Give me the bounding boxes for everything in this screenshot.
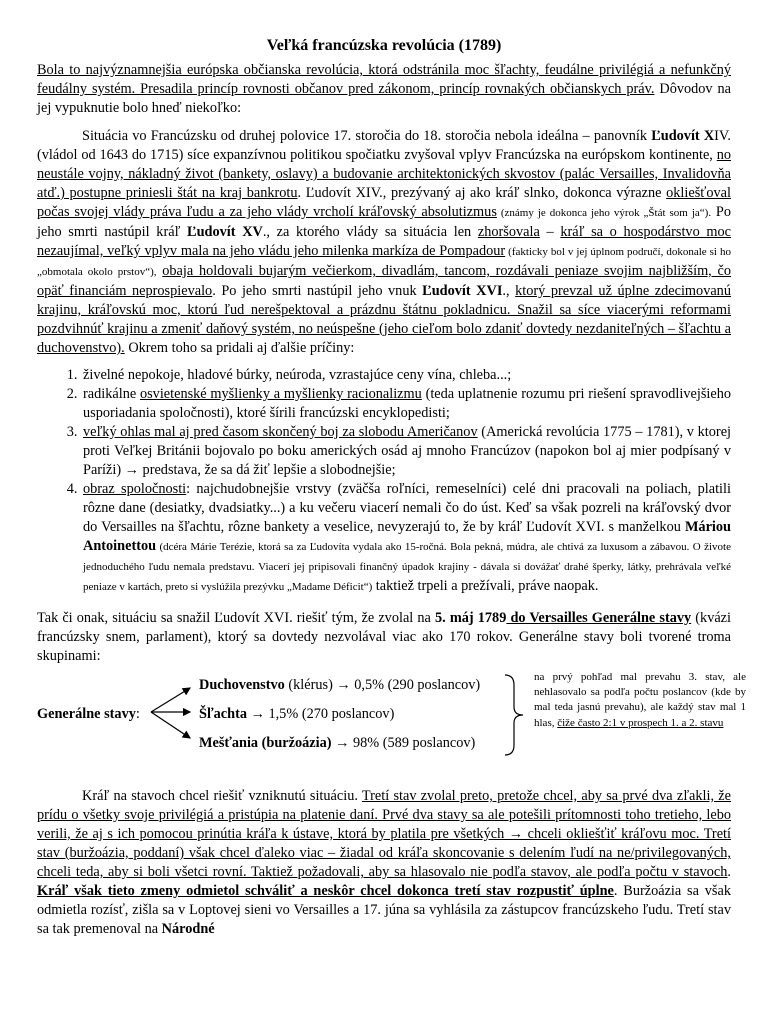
estates-diagram: [37, 670, 746, 765]
estate-nobility: [199, 705, 394, 724]
estate-name: Šľachta: [199, 706, 248, 722]
text: živelné nepokoje, hladové búrky, neúroda, vzrastajúce ceny vína, chleba...;: [83, 367, 512, 383]
king-louis-xvi: Ľudovít XVI: [422, 283, 503, 299]
text: (kvázi francúzsky snem, parlament), ktorý sa dovtedy nezvolával viac ako 170 rokov. Generálne stavy boli tvorené troma skupinami:: [37, 610, 732, 664]
intro-paragraph: [37, 61, 731, 118]
estates-label-colon: :: [135, 706, 140, 722]
text-small: (dcéra Márie Terézie, ktorá sa za Ľudovíta vydala ako 15-ročná. Bola pekná, múdra, ale chtivá za luxusom a zábavou. O živote jednoduchého ľudu nemala predstavu. Viacerí jej pripisovali finančný úpadok krajiny - dávala si dovážať drahé šperky, látky, prehrávala veľké peniaze v kartách, preto si vyslúžila prezývku „Madame Déficit“): [83, 541, 731, 593]
text-small: (fakticky bol v jej úplnom područí, dokonale si ho „obmotala okolo prstov“),: [37, 246, 731, 278]
text-underlined: no neustále vojny, nákladný život (bankety, oslavy) a budovanie architektonických skvostov (palác Versailles, Invalidovňa atď.) postupne priniesli štát na kraj bankrotu: [37, 147, 731, 201]
intro-rest: Dôvodov na jej vypuknutie bolo hneď niekoľko:: [37, 81, 731, 116]
text-underlined: osvietenské myšlienky a myšlienky racionalizmu: [139, 386, 422, 402]
branch-arrows-icon: [145, 678, 203, 748]
text: Kráľ na stavoch chcel riešiť vzniknutú situáciu.: [82, 788, 362, 804]
estate-share: → 98% (589 poslancov): [331, 735, 476, 751]
text: ., za ktorého vlády sa situácia len: [262, 224, 478, 240]
king-louis-xiv: Ľudovít X: [651, 128, 715, 144]
situation-paragraph: [37, 127, 731, 358]
text-bold-underlined: do Versailles Generálne stavy: [506, 610, 692, 626]
estate-clergy: [199, 676, 480, 695]
text: .: [727, 864, 731, 880]
text-underlined: kráľ sa o hospodárstvo moc nezaujímal, veľký vplyv mala na jeho vládu jeho milenka markíza de Pompadour: [37, 224, 732, 259]
text-underlined: ktorý prevzal už úplne zdecimovanú krajinu, kráľovskú moc, ktorú ľud nerešpektoval a prázdnu štátnu pokladnicu. Snažil sa síce viacerými reformami pozdvihnúť krajinu a zmeniť daňový systém, no neúspešne (jeho cieľom bolo zdaniť dovtedy nezdaniteľných – šľachtu a duchovenstvo).: [37, 283, 731, 356]
text-underlined: čiže často 2:1 v prospech 1. a 2. stavu: [557, 716, 724, 729]
text: Okrem toho sa pridali aj ďalšie príčiny:: [124, 340, 355, 356]
text: taktiež trpeli a prežívali, práve naopak.: [372, 578, 599, 594]
intro-underlined: Bola to najvýznamnejšia európska občianska revolúcia, ktorá odstránila moc šľachty, feudálne privilégiá a nefunkčný feudálny systém. Presadila princíp rovnosti občanov pred zákonom, princíp rovnakých občianskych práv.: [37, 62, 731, 97]
king-response-paragraph: [37, 787, 731, 939]
estate-name: Mešťania (buržoázia): [199, 735, 332, 751]
text-underlined: veľký ohlas mal aj pred časom skončený boj za slobodu Američanov: [83, 424, 478, 440]
estates-general-paragraph: [37, 609, 731, 666]
text: (teda uplatnenie rozumu pri riešení spravodlivejšieho usporiadania spoločnosti), ktoré šírili francúzski encyklopedisti;: [83, 386, 732, 421]
estate-name: Duchovenstvo: [199, 677, 285, 693]
text: . Po jeho smrti nastúpil jeho vnuk: [212, 283, 423, 299]
causes-list: [81, 366, 731, 597]
text-underlined: zhoršovala: [477, 224, 540, 240]
text: . Ľudovít XIV., prezývaný aj ako kráľ slnko, dokonca výrazne: [297, 185, 667, 201]
estate-bourgeoisie: [199, 734, 475, 753]
list-item: [81, 423, 731, 480]
page-title: Veľká francúzska revolúcia (1789): [266, 37, 502, 54]
text-underlined: obraz spoločnosti: [83, 481, 187, 497]
marie-antoinette: Máriou Antoinettou: [83, 519, 731, 554]
text: Tak či onak, situáciu sa snažil Ľudovít XVI. riešiť tým, že zvolal na: [37, 610, 435, 626]
estates-note: [534, 670, 746, 731]
king-louis-xv: Ľudovít XV: [187, 224, 263, 240]
estates-label-text: Generálne stavy: [37, 706, 136, 722]
text: Situácia vo Francúzsku od druhej polovice 17. storočia do 18. storočia nebola ideálna – panovník: [82, 128, 652, 144]
text: IV. (vládol od 1643 do 1715) síce expanzívnou politikou spočiatku zvyšoval vplyv Francúzska na európskom kontinente,: [37, 128, 731, 163]
text: .,: [502, 283, 516, 299]
text-bold-underlined: Kráľ však tieto zmeny odmietol schváliť a neskôr chcel dokonca tretí stav rozpustiť úplne: [37, 883, 614, 899]
text: na prvý pohľad mal prevahu 3. stav, ale nehlasovalo sa podľa počtu poslancov (kde by mal teda jasnú prevahu), ale každý stav mal 1 hlas,: [534, 671, 746, 729]
date-bold: 5. máj 1789: [434, 610, 507, 626]
text: Po jeho smrti nastúpil kráľ: [37, 204, 731, 240]
text: . Buržoázia sa však odmietla rozísť, zišla sa v Loptovej sieni vo Versailles a 17. júna sa vyhlásila za zástupcov francúzskeho ľudu. Tretí stav sa tak premenoval na: [37, 883, 731, 937]
text: : najchudobnejšie vrstvy (zväčša roľníci, remeselníci) celé dni pracovali na poliach, platili rôzne dane (desiatky, dvadsiatky...) a ku večeru viacerí nemali čo do úst. Keď sa však pozreli na kráľovský dvor do Versailles na šľachtu, rôzne bankety a veselice, nevyzerajú to, že by kráľ Ľudovít XVI. s manželkou: [83, 481, 731, 535]
text-underlined: Tretí stav zvolal preto, pretože chcel, aby sa prvé dva zľakli, že prídu o všetky svoje privilégiá a pristúpia na platenie daní. Prvé dva stavy sa ale potešili prítomnosti toho tretieho, lebo verili, že aj s ich pomocou prinútia kráľa k ústave, ktorá by platila pre všetkých → chceli okliešťiť kráľovu moc. Tretí stav (buržoázia, poddaní) však chcel ďaleko viac – žiadal od kráľa skoncovanie s delením ľudí na ne/privilegovaných, chceli teda, aby si boli všetci rovní. Taktiež požadovali, aby sa hlasovalo nie podľa stavov, ale podľa počtu v stavoch: [37, 788, 731, 880]
estate-share: (klérus) → 0,5% (290 poslancov): [284, 677, 481, 693]
text: –: [539, 224, 561, 240]
text: (Americká revolúcia 1775 – 1781), v ktorej proti Veľkej Británii bojovalo po boku amerických osád aj mnoho Francúzov (napokon bol aj mier podpísaný v Paríži) → predstava, že sa dá žiť lepšie a slobodnejšie;: [83, 424, 732, 478]
text-underlined: obaja holdovali bujarým večierkom, divadlám, tancom, rozdávali peniaze svojim najbližším, čo opäť financiám neprospievalo: [37, 263, 731, 299]
right-brace-icon: [503, 673, 525, 757]
text: radikálne: [83, 386, 140, 402]
list-item: [81, 366, 731, 385]
list-item: [81, 480, 731, 597]
text-underlined: okliešťoval počas svojej vlády práva ľudu a za jeho vlády vrcholí kráľovský absolutizmus: [37, 185, 731, 220]
estate-share: → 1,5% (270 poslancov): [247, 706, 395, 722]
text-bold: Národné: [161, 921, 215, 937]
text-small: (známy je dokonca jeho výrok „Štát som ja“).: [496, 207, 712, 219]
estates-label: [37, 705, 140, 724]
list-item: [81, 385, 731, 423]
